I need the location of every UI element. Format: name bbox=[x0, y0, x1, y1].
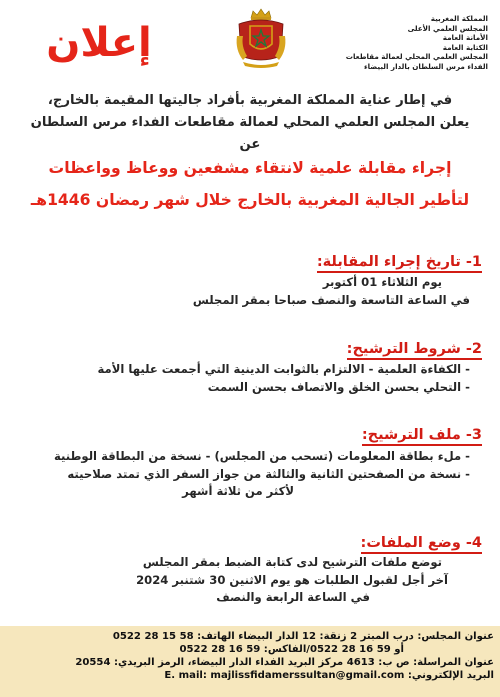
footer-line-phone-fax: أو 59 16 28 0522/الفاكس: 59 16 28 0522 bbox=[179, 644, 404, 655]
section-line: توضع ملفات الترشيح لدى كتابة الضبط بمقر المجلس bbox=[142, 555, 442, 569]
section-title-conditions: 2- شروط الترشيح: bbox=[347, 336, 482, 362]
headline bbox=[18, 152, 482, 216]
announcement-title: إعلان bbox=[46, 20, 152, 66]
section-line: آخر أجل لقبول الطلبات هو يوم الاثنين 30 شتنبر 2024 bbox=[136, 572, 448, 587]
section-line: - التحلي بحسن الخلق والاتصاف بحسن السمت bbox=[207, 379, 470, 394]
section-line: في الساعة التاسعة والنصف صباحا بمقر المجلس bbox=[192, 292, 470, 307]
section-body-interview-date bbox=[30, 274, 470, 309]
org-line-kingdom: المملكة المغربية bbox=[430, 14, 488, 23]
coat-of-arms-icon bbox=[233, 6, 289, 70]
org-line-location: الفداء مرس السلطان بالدار البيضاء bbox=[363, 61, 488, 71]
intro-line-2: يعلن المجلس العلمي المحلي لعمالة مقاطعات الفداء مرس السلطان عن bbox=[30, 115, 470, 152]
section-line: - ملء بطاقة المعلومات (تسحب من المجلس) - نسخة من البطاقة الوطنية bbox=[54, 449, 470, 463]
section-body-application-file bbox=[30, 448, 470, 501]
header-organization bbox=[338, 14, 488, 72]
footer-line-address: عنوان المجلس: درب المبتر 2 زنقة: 12 الدار البيضاء الهاتف: 58 15 28 0522 bbox=[112, 631, 494, 642]
section-line: - نسخة من الصفحتين الثانية والثالثة من جواز السفر الذي تمتد صلاحيته bbox=[67, 466, 470, 481]
footer-line-postal: عنوان المراسلة: ص ب: 4613 مركز البريد الفداء الدار البيضاء، الرمز البريدي: 20554 bbox=[75, 657, 494, 668]
org-line-general-secretariat: الأمانة العامة bbox=[442, 33, 488, 43]
headline-line-2: لتأطير الجالية المغربية بالخارج خلال شهر رمضان 1446هـ bbox=[30, 191, 470, 209]
section-line: لأكثر من ثلاثة أشهر bbox=[182, 484, 294, 498]
intro-line-1: في إطار عناية المملكة المغربية بأفراد جاليتها المقيمة بالخارج، bbox=[47, 93, 453, 108]
section-line: يوم الثلاثاء 01 أكتوبر bbox=[322, 275, 442, 289]
section-line: في الساعة الرابعة والنصف bbox=[216, 590, 370, 604]
section-body-conditions bbox=[30, 361, 470, 396]
org-line-local-council: المجلس العلمي المحلي لعمالة مقاطعات bbox=[345, 52, 488, 62]
section-title-file-submission: 4- وضع الملفات: bbox=[361, 530, 482, 556]
intro-paragraph bbox=[18, 90, 482, 156]
contact-info bbox=[6, 630, 494, 682]
org-line-high-council: المجلس العلمي الأعلى bbox=[407, 23, 488, 33]
org-line-general-writing: الكتابة العامة bbox=[442, 42, 488, 52]
contact-footer bbox=[0, 626, 500, 697]
section-line: - الكفاءة العلمية - الالتزام بالثوابت الدينية التي أجمعت عليها الأمة bbox=[97, 362, 470, 376]
headline-line-1: إجراء مقابلة علمية لانتقاء مشفعين ووعاظ وواعظات bbox=[48, 159, 452, 177]
section-title-application-file: 3- ملف الترشيح: bbox=[362, 422, 482, 448]
section-body-file-submission bbox=[30, 554, 470, 607]
section-title-interview-date: 1- تاريخ إجراء المقابلة: bbox=[317, 249, 482, 275]
footer-line-email[interactable]: البريد الإلكتروني: E. mail: majlissfidamerssultan@gmail.com bbox=[164, 670, 494, 681]
